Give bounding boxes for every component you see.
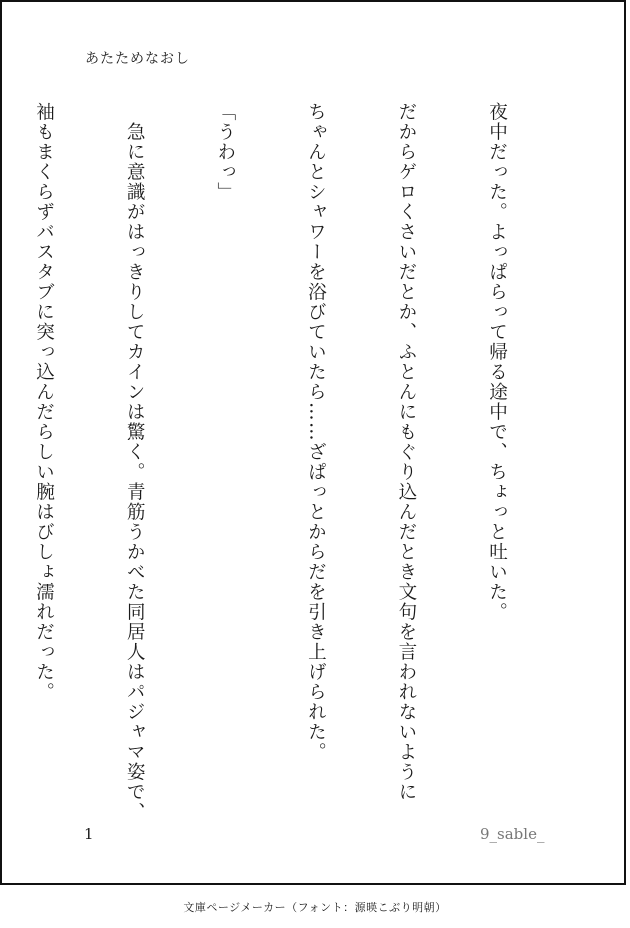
text-line: 夜中だった。よっぱらって帰る途中で、ちょっと吐いた。 — [486, 102, 508, 622]
text-line: 急に意識がはっきりしてカインは驚く。青筋うかべた同居人はパジャマ姿で、 — [124, 102, 146, 822]
text-line: 袖もまくらずバスタブに突っ込んだらしい腕はびしょ濡れだった。 — [33, 102, 55, 702]
text-line: 「うわっ」 — [214, 102, 236, 202]
author-handle: 9_sable_ — [480, 825, 545, 843]
page-number: 1 — [84, 825, 94, 843]
text-line: ちゃんとシャワーを浴びていたら……ざぱっとからだを引き上げられた。 — [305, 102, 327, 762]
story-text — [0, 102, 572, 822]
generator-credit: 文庫ページメーカー（フォント：源暎こぶり明朝） — [183, 901, 447, 914]
text-line: だからゲロくさいだとか、ふとんにもぐり込んだとき文句を言われないように — [395, 102, 417, 802]
page-title: あたためなおし — [85, 51, 190, 67]
